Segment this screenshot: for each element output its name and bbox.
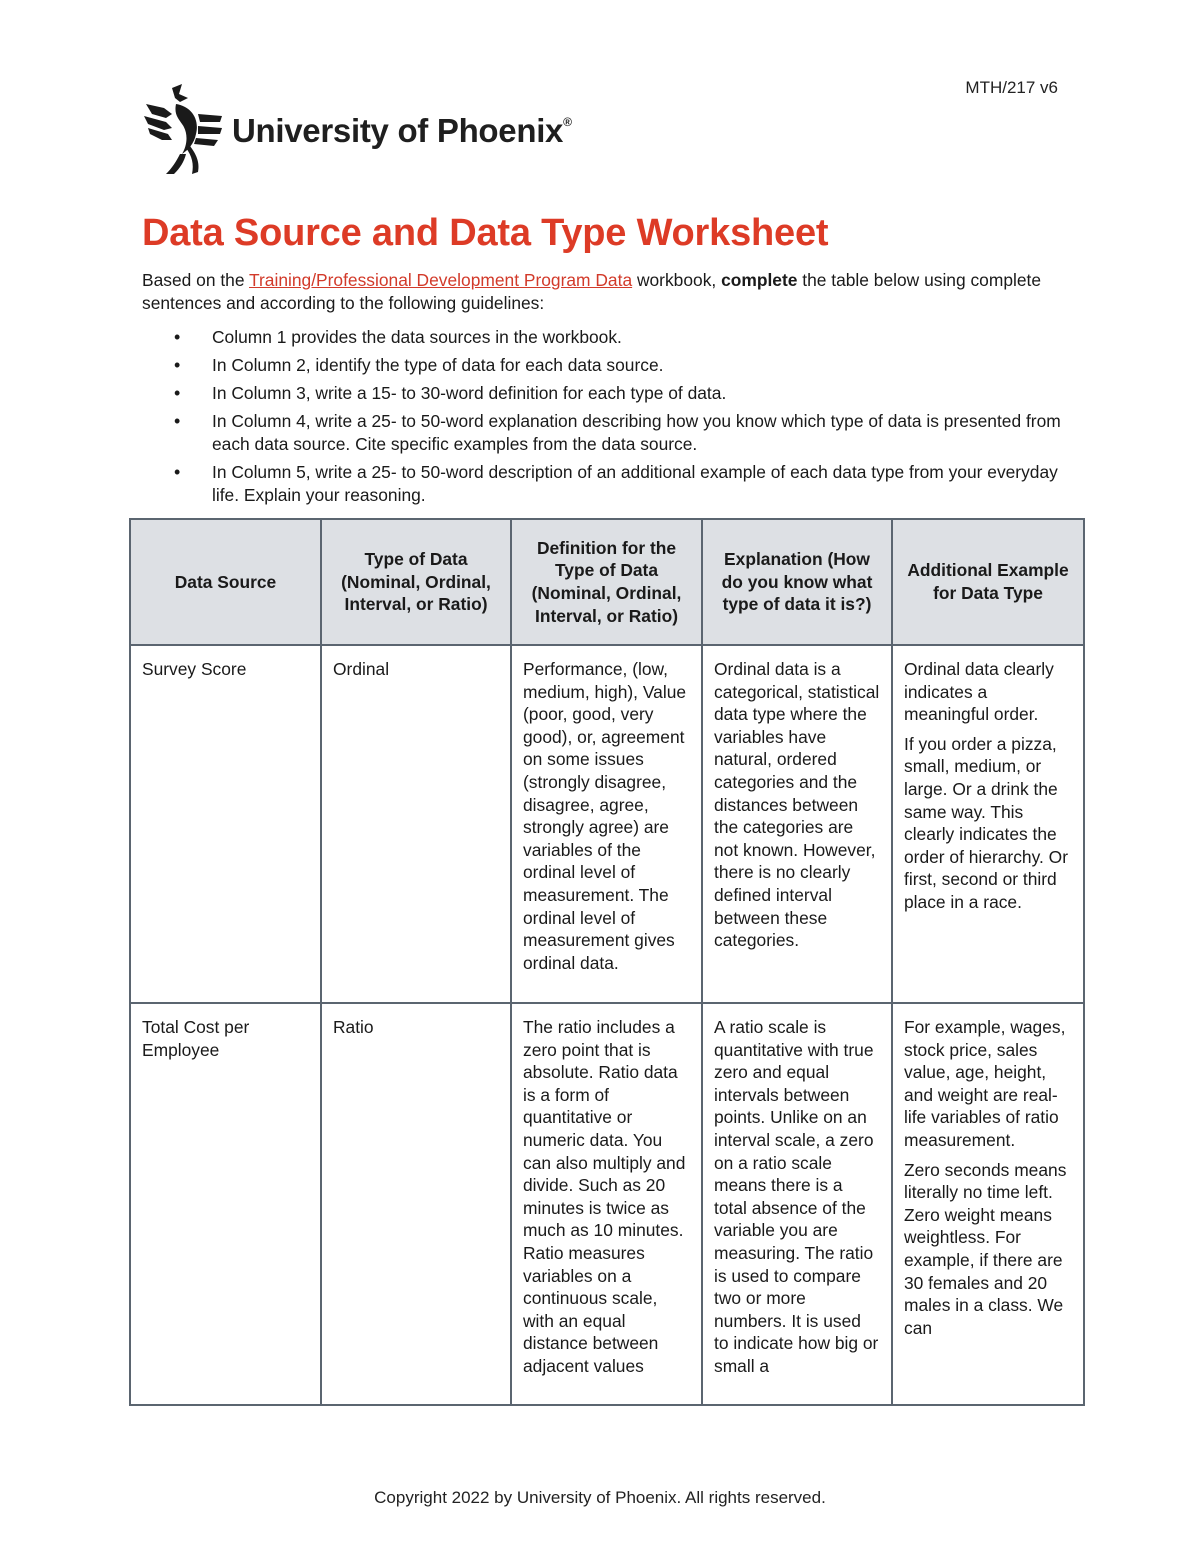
- worksheet-table: [129, 518, 1085, 1406]
- cell-example[interactable]: [892, 1003, 1084, 1405]
- university-logo: [142, 84, 572, 176]
- table-row: [130, 645, 1084, 1003]
- guidelines-list: [142, 326, 1062, 512]
- phoenix-bird-icon: [142, 84, 224, 176]
- header-explanation: Explanation (How do you know what type of data it is?): [702, 519, 892, 645]
- example-paragraph: For example, wages, stock price, sales value, age, height, and weight are real-life variables of ratio measurement.: [904, 1017, 1066, 1150]
- header-type-of-data: Type of Data (Nominal, Ordinal, Interval, or Ratio): [321, 519, 511, 645]
- cell-explanation[interactable]: A ratio scale is quantitative with true zero and equal intervals between points. Unlike on an interval scale, a zero on a ratio scale means there is a total absence of the variable you are measuring. The ratio is used to compare two or more numbers. It is used to indicate how big or small a: [702, 1003, 892, 1405]
- cell-type[interactable]: Ratio: [321, 1003, 511, 1405]
- cell-type[interactable]: Ordinal: [321, 645, 511, 1003]
- cell-data-source[interactable]: Total Cost per Employee: [130, 1003, 321, 1405]
- guideline-item: • In Column 3, write a 15- to 30-word definition for each type of data.: [142, 382, 1062, 405]
- cell-definition[interactable]: Performance, (low, medium, high), Value (poor, good, very good), or, agreement on some issues (strongly disagree, disagree, agree, strongly agree) are variables of the ordinal level of measurement. The ordinal level of measurement gives ordinal data.: [511, 645, 702, 1003]
- copyright-footer: Copyright 2022 by University of Phoenix. All rights reserved.: [374, 1488, 826, 1507]
- workbook-link[interactable]: Training/Professional Development Program Data: [249, 270, 633, 290]
- guideline-item: • In Column 5, write a 25- to 50-word description of an additional example of each data type from your everyday life. Explain your reasoning.: [142, 461, 1062, 507]
- header-definition: Definition for the Type of Data (Nominal, Ordinal, Interval, or Ratio): [511, 519, 702, 645]
- cell-example[interactable]: [892, 645, 1084, 1003]
- table-header-row: [130, 519, 1084, 645]
- example-paragraph: Ordinal data clearly indicates a meaningful order.: [904, 659, 1054, 725]
- logo-wordmark: University of Phoenix®: [232, 112, 572, 149]
- cell-explanation[interactable]: Ordinal data is a categorical, statistical data type where the variables have natural, ordered categories and the distances between the categories are not known. However, there is no clearly defined interval between these categories.: [702, 645, 892, 1003]
- guideline-item: • In Column 4, write a 25- to 50-word explanation describing how you know which type of data is presented from each data source. Cite specific examples from the data source.: [142, 410, 1062, 456]
- example-paragraph: If you order a pizza, small, medium, or large. Or a drink the same way. This clearly indicates the order of hierarchy. Or first, second or third place in a race.: [904, 733, 1068, 912]
- header-additional-example: Additional Example for Data Type: [892, 519, 1084, 645]
- guideline-item: • Column 1 provides the data sources in the workbook.: [142, 326, 1062, 349]
- intro-paragraph: Based on the Training/Professional Development Program Data workbook, complete the table below using complete sentences and according to the following guidelines:: [142, 270, 1042, 313]
- guideline-item: • In Column 2, identify the type of data for each data source.: [142, 354, 1062, 377]
- example-paragraph: Zero seconds means literally no time left. Zero weight means weightless. For example, if there are 30 females and 20 males in a class. We can: [904, 1159, 1067, 1338]
- cell-definition[interactable]: The ratio includes a zero point that is absolute. Ratio data is a form of quantitative or numeric data. You can also multiply and divide. Such as 20 minutes is twice as much as 10 minutes. Ratio measures variables on a continuous scale, with an equal distance between adjacent values: [511, 1003, 702, 1405]
- header-data-source: Data Source: [130, 519, 321, 645]
- page-title: Data Source and Data Type Worksheet: [142, 212, 829, 254]
- table-row: [130, 1003, 1084, 1405]
- cell-data-source[interactable]: Survey Score: [130, 645, 321, 1003]
- course-code: MTH/217 v6: [965, 78, 1058, 97]
